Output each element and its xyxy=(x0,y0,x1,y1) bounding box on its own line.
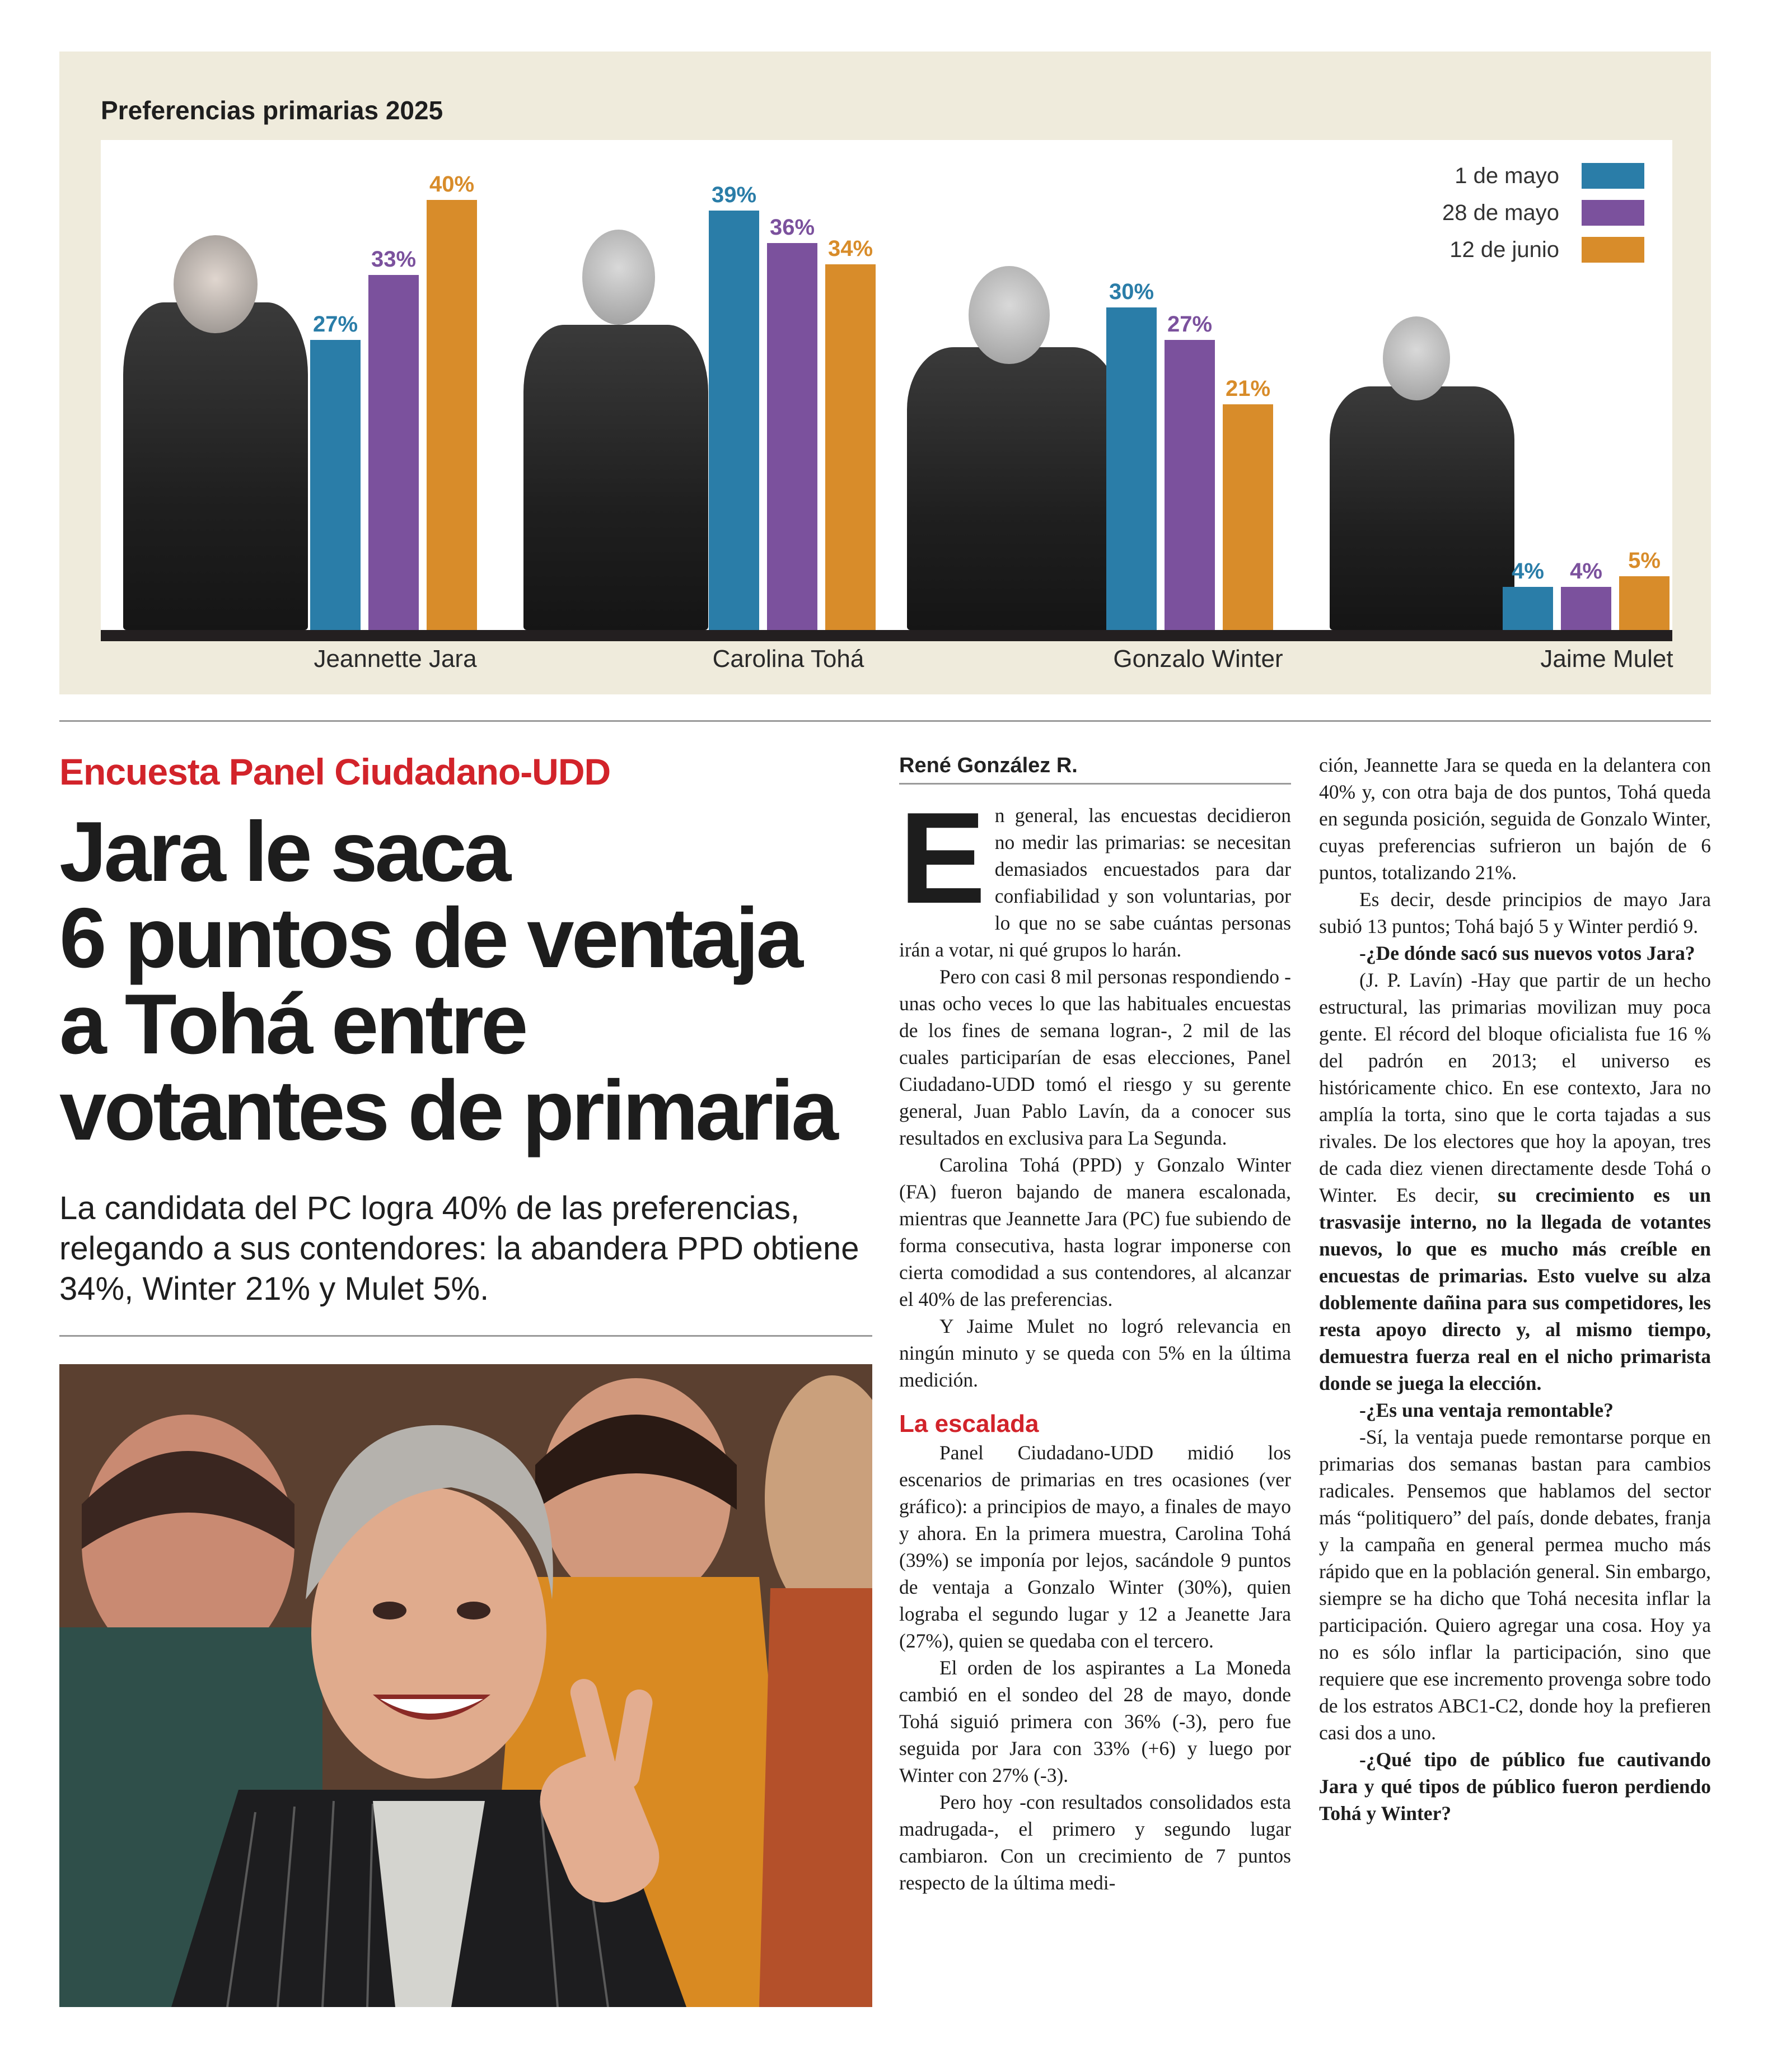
category-label: Jeannette Jara xyxy=(314,645,477,673)
headline xyxy=(59,804,899,1158)
legend-item xyxy=(1449,235,1644,264)
legend-swatch xyxy=(1582,200,1644,226)
byline: René González R. xyxy=(899,754,1078,777)
chart-legend xyxy=(1308,161,1644,273)
bar-jaime-mulet-2 xyxy=(1561,587,1611,630)
interview-answer: -Sí, la ventaja puede remontarse porque en primarias dos semanas bastan para cambios radicales. Pensemos que hablamos del sector más “politiquero” del país, donde debates, franja y la campaña en general permea mucho más rápido que en la población general. Sin embargo, siempre se ha dicho que Tohá necesita inflar la participación. Quiero agregar una cosa. Hoy ya no es sólo inflar la participación, sino que requiere que ese incremento provenga sobre todo de los estratos ABC1-C2, donde hoy la prefieren casi dos a uno. xyxy=(1319,1426,1711,1744)
data-label: 39% xyxy=(711,183,757,208)
article-photo xyxy=(59,1364,872,2007)
deck: La candidata del PC logra 40% de las preferencias, relegando a sus contendores: la abandera PPD obtiene 34%, Winter 21% y Mulet 5%. xyxy=(59,1190,859,1307)
category-label: Jaime Mulet xyxy=(1540,645,1673,673)
answer-highlight: su crecimiento es un trasvasije interno, no la llegada de votantes nuevos, lo que es mucho más creíble en encuestas de primarias. Esto vuelve su alza doblemente dañina para sus competidores, les resta apoyo directo y, al mismo tiempo, demuestra fuerza real en el nicho primarista donde se juega la elección. xyxy=(1319,1184,1711,1394)
paragraph: Y Jaime Mulet no logró relevancia en ningún minuto y se queda con 5% en la última medición. xyxy=(899,1315,1291,1391)
paragraph: Pero con casi 8 mil personas respondiendo -unas ocho veces lo que las habituales encuestas de los fines de semana logran-, 2 mil de las cuales participarían de esas elecciones, Panel Ciudadano-UDD tomó el riesgo y su gerente general, Juan Pablo Lavín, da a conocer sus resultados en exclusiva para La Segunda. xyxy=(899,965,1291,1149)
headline-line: a Tohá entre xyxy=(59,977,526,1072)
paragraph: Pero hoy -con resultados consolidados esta madrugada-, el primero y segundo lugar cambiaron. Con un crecimiento de 7 puntos respecto de la última medi- xyxy=(899,1791,1291,1894)
legend-swatch xyxy=(1582,163,1644,189)
article-column-2 xyxy=(1319,752,1711,1827)
category-label: Carolina Tohá xyxy=(712,645,864,673)
question-text: -¿De dónde sacó sus nuevos votos Jara? xyxy=(1359,942,1695,964)
chart-panel xyxy=(59,52,1711,694)
chart-title: Preferencias primarias 2025 xyxy=(101,96,443,125)
data-label: 27% xyxy=(312,311,358,337)
byline-divider xyxy=(899,783,1291,785)
interview-answer xyxy=(1319,967,1711,1397)
data-label: 34% xyxy=(827,236,873,262)
paragraph: Panel Ciudadano-UDD midió los escenarios de primarias en tres ocasiones (ver gráfico): a principios de mayo, a finales de mayo y ahora. En la primera muestra, Carolina Tohá (39%) se imponía por lejos, sacándole 9 puntos de ventaja a Gonzalo Winter (30%), quien lograba el segundo lugar y 12 a Jeanette Jara (27%), quien se quedaba con el tercero. xyxy=(899,1441,1291,1652)
data-label: 5% xyxy=(1628,548,1661,573)
legend-label: 12 de junio xyxy=(1449,237,1559,262)
article-column-1 xyxy=(899,786,1291,1896)
bar-carolina-tohá-1 xyxy=(709,211,759,630)
interview-question xyxy=(1319,1746,1711,1827)
legend-label: 1 de mayo xyxy=(1455,163,1559,188)
data-label: 40% xyxy=(429,172,475,197)
interview-question xyxy=(1319,1397,1711,1424)
bar-gonzalo-winter-3 xyxy=(1223,404,1273,630)
bar-jeannette-jara-3 xyxy=(427,200,477,630)
bar-carolina-tohá-3 xyxy=(825,264,876,630)
paragraph: El orden de los aspirantes a La Moneda cambió en el sondeo del 28 de mayo, donde Tohá siguió primera con 36% (-3), pero fue seguida por Jara con 33% (+6) y luego por Winter con 27% (-3). xyxy=(899,1656,1291,1786)
drop-cap: E xyxy=(899,786,986,931)
section-divider xyxy=(59,720,1711,722)
data-label: 27% xyxy=(1167,311,1213,337)
answer-text: (J. P. Lavín) -Hay que partir de un hecho estructural, las primarias movilizan muy poca gente. El récord del bloque oficialista fue 16 % del padrón en 2013; el universo es históricamente chico. En ese contexto, Jara no amplía la torta, sino que le corta tajadas a sus rivales. De los electores que hoy la apoyan, tres de cada diez vienen directamente desde Tohá o Winter. Es decir, xyxy=(1319,969,1711,1206)
legend-item xyxy=(1455,161,1644,190)
paragraph: n general, las encuestas decidieron no medir las primarias: se necesitan demasiados encuestados para dar confiabilidad y son voluntarias, por lo que no se sabe cuántas personas irán a votar, ni qué grupos lo harán. xyxy=(899,804,1291,961)
category-label: Gonzalo Winter xyxy=(1113,645,1283,673)
data-label: 36% xyxy=(769,214,815,240)
bar-jeannette-jara-2 xyxy=(368,275,419,630)
legend-label: 28 de mayo xyxy=(1442,200,1559,225)
headline-line: votantes de primaria xyxy=(59,1063,836,1158)
headline-line: 6 puntos de ventaja xyxy=(59,890,801,986)
deck-divider xyxy=(59,1335,872,1337)
bar-jeannette-jara-1 xyxy=(310,340,361,630)
bar-gonzalo-winter-1 xyxy=(1106,307,1157,630)
photo-illustration xyxy=(59,1364,872,2007)
data-label: 4% xyxy=(1570,559,1602,584)
data-label: 30% xyxy=(1109,279,1154,304)
question-text: -¿Qué tipo de público fue cautivando Jara y qué tipos de público fueron perdiendo Tohá y Winter? xyxy=(1319,1748,1711,1824)
data-label: 4% xyxy=(1512,559,1544,584)
bar-jaime-mulet-3 xyxy=(1619,576,1670,630)
subheading: La escalada xyxy=(899,1410,1039,1438)
plot-area xyxy=(101,140,1672,630)
bar-carolina-tohá-2 xyxy=(767,243,817,630)
bar-jaime-mulet-1 xyxy=(1503,587,1553,630)
legend-swatch xyxy=(1582,237,1644,263)
data-label: 33% xyxy=(371,247,417,272)
kicker: Encuesta Panel Ciudadano-UDD xyxy=(59,751,611,792)
question-text: -¿Es una ventaja remontable? xyxy=(1359,1399,1614,1421)
interview-question xyxy=(1319,940,1711,967)
paragraph: ción, Jeannette Jara se queda en la delantera con 40% y, con otra baja de dos puntos, Tohá queda en segunda posición, seguida de Gonzalo Winter, cuyas preferencias sufrieron un bajón de 6 puntos, totalizando 21%. xyxy=(1319,754,1711,884)
legend-item xyxy=(1442,198,1644,227)
paragraph: Es decir, desde principios de mayo Jara subió 13 puntos; Tohá bajó 5 y Winter perdió 9. xyxy=(1319,888,1711,937)
data-label: 21% xyxy=(1225,376,1271,401)
headline-line: Jara le saca xyxy=(59,804,509,899)
chart-baseline xyxy=(101,630,1672,641)
paragraph: Carolina Tohá (PPD) y Gonzalo Winter (FA) fueron bajando de manera escalonada, mientras que Jeannette Jara (PC) fue subiendo de forma consecutiva, hasta lograr imponerse con cierta comodidad a sus contendores, al alcanzar el 40% de las preferencias. xyxy=(899,1154,1291,1310)
